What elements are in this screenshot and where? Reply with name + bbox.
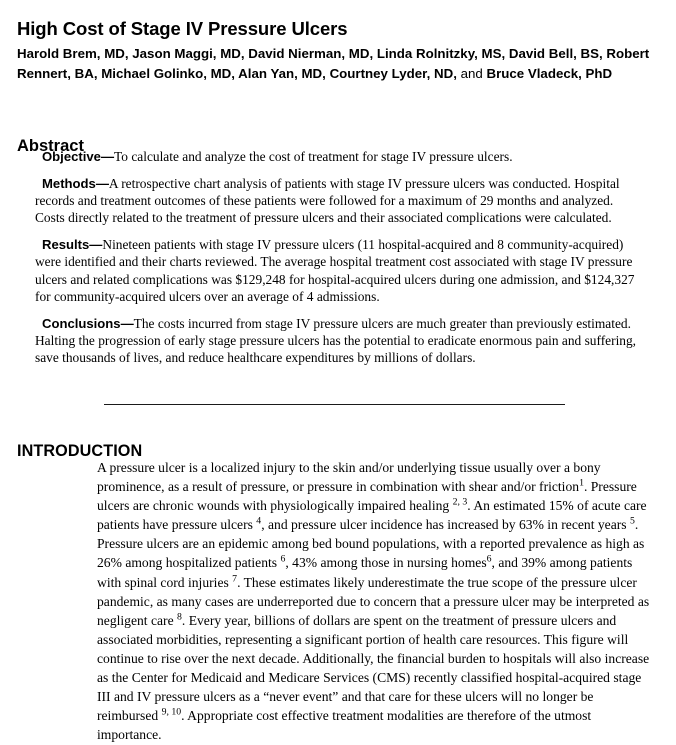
abstract-section	[35, 236, 639, 305]
abstract-section	[35, 315, 639, 367]
author-entry: David Nierman, MD	[248, 46, 370, 61]
author-entry: Alan Yan, MD	[238, 65, 323, 81]
author-separator: ,	[599, 46, 607, 61]
citation-superscript: 7	[232, 573, 238, 585]
abstract-section-text: Nineteen patients with stage IV pressure ulcers (11 hospital-acquired and 8 community-acquired) were identified and their charts reviewed. The average hospital treatment cost associated with stage IV pressure ulcers and related complications was $129,248 for hospital-acquired ulcers during one admission, and $124,327 for community-acquired ulcers over an average of 4 admissions.	[35, 237, 635, 305]
author-entry: Michael Golinko, MD	[101, 65, 232, 81]
page-title: High Cost of Stage IV Pressure Ulcers	[17, 18, 348, 40]
citation-superscript: 1	[579, 477, 584, 489]
citation-superscript: 2, 3	[452, 496, 468, 508]
author-entry: Harold Brem, MD	[17, 46, 125, 61]
author-entry: Bruce Vladeck, PhD	[486, 65, 613, 81]
author-list	[17, 44, 658, 83]
abstract-section	[35, 175, 639, 227]
citation-superscript: 8	[177, 611, 182, 623]
abstract-body	[35, 148, 639, 367]
author-entry: Courtney Lyder, ND	[329, 65, 454, 81]
author-separator: ,	[322, 65, 330, 81]
abstract-section-text: The costs incurred from stage IV pressure ulcers are much greater than previously estimated. Halting the progression of early stage pressure ulcers has the potential to eradicate enormous pain and suffering, save thousands of lives, and reduce healthcare expenditures by millions of dollars.	[35, 315, 637, 366]
author-separator: ,	[453, 65, 461, 81]
author-entry: David Bell, BS	[508, 46, 599, 61]
abstract-section-label: Results—	[42, 237, 103, 253]
abstract-section-text: A retrospective chart analysis of patients with stage IV pressure ulcers was conducted. Hospital records and treatment outcomes of these patients were followed for a maximum of 29 months and analyzed. Costs directly related to the treatment of pressure ulcers and their associated complications were calculated.	[35, 175, 620, 226]
author-entry: Robert Rennert, BA	[17, 46, 650, 81]
introduction-heading: INTRODUCTION	[17, 442, 143, 461]
abstract-section-label: Methods—	[42, 175, 109, 191]
abstract-section-label: Objective—	[42, 149, 115, 164]
author-entry: Jason Maggi, MD	[132, 46, 241, 61]
citation-superscript: 6	[280, 553, 286, 565]
author-separator: ,	[501, 46, 509, 61]
author-entry: Linda Rolnitzky, MS	[376, 46, 502, 61]
author-conjunction: and	[460, 65, 487, 81]
citation-superscript: 6	[486, 553, 492, 565]
abstract-heading: Abstract	[17, 136, 84, 155]
abstract-divider-rule	[104, 404, 565, 405]
citation-superscript: 4	[256, 515, 262, 527]
abstract-section	[35, 148, 639, 165]
author-separator: ,	[231, 65, 239, 81]
citation-superscript: 5	[629, 515, 635, 527]
author-separator: ,	[369, 46, 377, 61]
introduction-paragraph: A pressure ulcer is a localized injury to the skin and/or underlying tissue usually over a bony prominence, as a result of pressure, or pressure in combination with shear and/or friction$^1$. Pressure ulcers are chronic wounds with physiologically impaired healing $^{2, 3}$. An estimated 15% of acute care patients have pressure ulcers $^4$, and pressure ulcer incidence has increased by 63% in recent years $^5$. Pressure ulcers are an epidemic among bed bound populations, with a reported prevalence as high as 26% among hospitalized patients $^6$, 43% among those in nursing homes$^6$, and 39% among patients with spinal cord injuries $^7$. These estimates likely underestimate the true scope of the pressure ulcer pandemic, as many cases are underreported due to concern that a pressure ulcer may be interpreted as negligent care $^8$. Every year, billions of dollars are spent on the treatment of pressure ulcers and associated morbidities, representing a significant portion of health care resources. This figure will continue to rise over the next decade. Additionally, the financial burden to hospitals will also increase as the Center for Medicaid and Medicare Services (CMS) recently classified hospital-acquired stage III and IV pressure ulcers as a “never event” and that care for these ulcers will no longer be reimbursed $^{9, 10}$. Appropriate cost effective treatment modalities are therefore of the utmost importance.	[97, 460, 650, 743]
introduction-body	[97, 458, 656, 744]
author-separator: ,	[240, 46, 249, 61]
abstract-section-label: Conclusions—	[42, 315, 134, 331]
author-separator: ,	[124, 46, 133, 61]
citation-superscript: 9, 10	[161, 706, 182, 718]
author-separator: ,	[93, 65, 102, 81]
abstract-section-text: To calculate and analyze the cost of treatment for stage IV pressure ulcers.	[114, 149, 513, 164]
